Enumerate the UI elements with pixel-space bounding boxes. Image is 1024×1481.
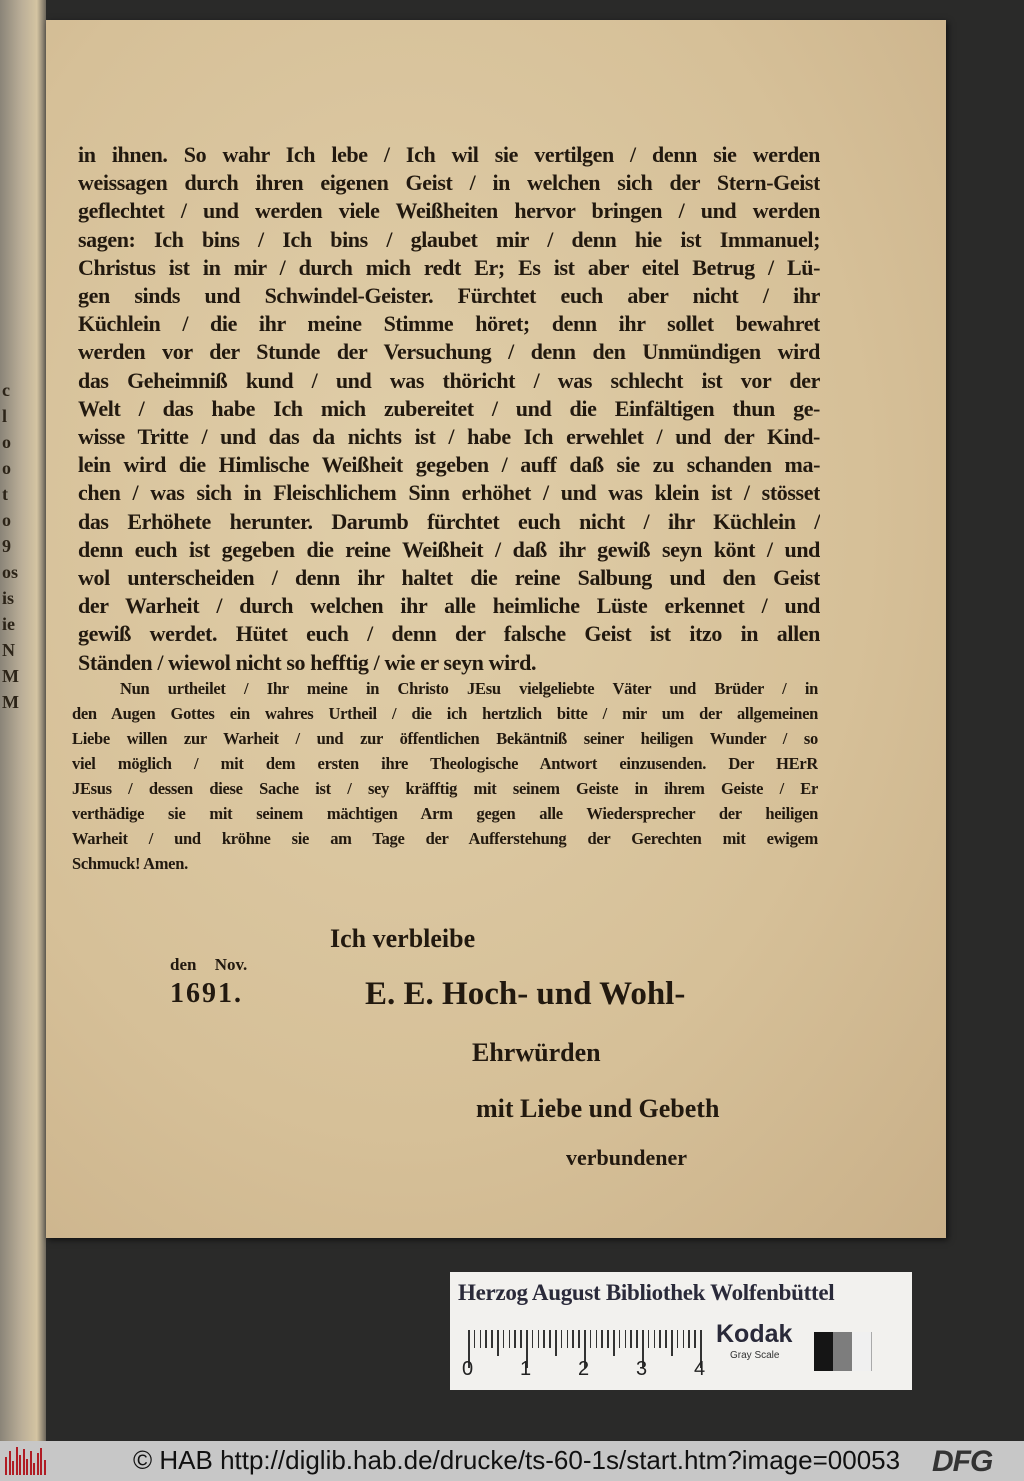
kodak-label: Kodak [716, 1320, 793, 1348]
previous-page-fragment: o [2, 458, 11, 478]
dfg-logo: DFG [932, 1445, 993, 1478]
text-line: Ständen / wiewol nicht so hefftig / wie er seyn wird. [78, 649, 537, 675]
logo-bar [19, 1455, 21, 1475]
logo-bar [33, 1463, 35, 1475]
gray-patch-black [814, 1332, 833, 1371]
logo-bar [9, 1451, 11, 1475]
text-line: weissagen durch ihren eigenen Geist / in welchen sich der Stern-Geist [78, 170, 820, 196]
ruler-tick [572, 1330, 574, 1348]
logo-bar [30, 1451, 32, 1475]
ruler-tick [683, 1330, 685, 1348]
ruler-tick [613, 1330, 615, 1356]
closing-verbleibe: Ich verbleibe [330, 924, 476, 953]
ruler-number: 1 [520, 1358, 532, 1380]
text-line: viel möglich / mit dem ersten ihre Theologische Antwort einzusenden. Der HErR [72, 754, 818, 773]
ruler-tick [625, 1330, 627, 1348]
ruler-tick [555, 1330, 557, 1356]
color-card [450, 1272, 912, 1390]
text-line: das Geheimniß kund / und was thöricht / was schlecht ist vor der [78, 367, 820, 393]
ruler-tick [590, 1330, 592, 1348]
ruler-tick [474, 1330, 476, 1348]
logo-bar [40, 1448, 42, 1475]
logo-bar [44, 1460, 46, 1475]
text-line: Welt / das habe Ich mich zubereitet / und die Einfältigen thun ge- [78, 395, 820, 421]
ruler-tick [514, 1330, 516, 1348]
text-line: wol unterscheiden / denn ihr haltet die reine Salbung und den Geist [78, 565, 820, 590]
previous-page-fragment: is [2, 588, 15, 608]
ruler-tick [491, 1330, 493, 1348]
closing-liebe: mit Liebe und Gebeth [476, 1094, 720, 1123]
ruler-tick [694, 1330, 696, 1348]
ruler-number: 2 [578, 1358, 590, 1380]
closing-ehrwuerden: Ehrwürden [472, 1038, 601, 1067]
text-line: der Warheit / durch welchen ihr alle heimliche Lüste erkennet / und [78, 593, 820, 619]
closing-year: 1691. [170, 978, 243, 1009]
previous-page-fragment: o [2, 432, 11, 452]
ruler-tick [497, 1330, 499, 1356]
text-line: verthädige sie mit seinem mächtigen Arm gegen alle Wiedersprecher der heiligen [72, 804, 818, 823]
text-line: Küchlein / die ihr meine Stimme höret; denn ihr sollet bewahret [78, 311, 820, 337]
gray-patch-white [852, 1332, 872, 1371]
ruler-tick [596, 1330, 598, 1348]
text-line: chen / was sich in Fleischlichem Sinn erhöhet / und was klein ist / stösset [78, 480, 820, 506]
ruler-tick [532, 1330, 534, 1348]
logo-bar [37, 1453, 39, 1475]
logo-bar [23, 1449, 25, 1475]
text-line: Christus ist in mir / durch mich redt Er; Es ist aber eitel Betrug / Lü- [78, 254, 820, 280]
previous-page-fragment: M [2, 666, 19, 686]
closing-date: den Nov. [170, 955, 248, 974]
footer-bar [0, 1441, 1024, 1481]
previous-page-fragment: c [2, 380, 10, 400]
ruler-tick [503, 1330, 505, 1348]
gray-scale-label: Gray Scale [730, 1350, 780, 1361]
previous-page-fragment: t [2, 484, 8, 504]
ruler-tick [567, 1330, 569, 1348]
logo-bar [16, 1447, 18, 1475]
ruler [462, 1330, 708, 1380]
ruler-tick [688, 1330, 690, 1348]
ruler-tick [549, 1330, 551, 1348]
ruler-tick [636, 1330, 638, 1348]
ruler-tick [671, 1330, 673, 1356]
previous-page-fragment: o [2, 510, 11, 530]
card-title: Herzog August Bibliothek Wolfenbüttel [458, 1280, 835, 1305]
logo-bar [5, 1457, 7, 1475]
text-line: in ihnen. So wahr Ich lebe / Ich wil sie vertilgen / denn sie werden [78, 142, 820, 167]
text-line: lein wird die Himlische Weißheit gegeben / auff daß sie zu schanden ma- [78, 452, 820, 478]
previous-page-fragment: os [2, 562, 19, 582]
ruler-tick [561, 1330, 563, 1348]
closing-verbundener: verbundener [566, 1145, 687, 1170]
text-line: denn euch ist gegeben die reine Weißheit / daß ihr gewiß seyn könt / und [78, 536, 820, 562]
ruler-tick [607, 1330, 609, 1348]
hab-logo-icon [5, 1447, 47, 1475]
text-line: gen sinds und Schwindel-Geister. Fürchtet euch aber nicht / ihr [78, 283, 820, 308]
text-line: Warheit / und kröhne sie am Tage der Aufferstehung der Gerechten mit ewigem [72, 829, 818, 848]
text-line: wisse Tritte / und das da nichts ist / habe Ich erwehlet / und der Kind- [78, 424, 820, 449]
ruler-tick [665, 1330, 667, 1348]
gray-patch-mid [833, 1332, 852, 1371]
ruler-tick [509, 1330, 511, 1348]
ruler-tick [619, 1330, 621, 1348]
text-line: das Erhöhete herunter. Darumb fürchtet euch nicht / ihr Küchlein / [78, 508, 820, 534]
text-line: werden vor der Stunde der Versuchung / denn den Unmündigen wird [78, 339, 820, 365]
previous-page-fragment: M [2, 692, 19, 712]
previous-page-fragment: 9 [2, 536, 11, 556]
text-line: den Augen Gottes ein wahres Urtheil / die ich hertzlich bitte / mir um der allgemeinen [72, 704, 818, 723]
ruler-tick [538, 1330, 540, 1348]
text-line: Schmuck! Amen. [72, 854, 188, 873]
text-line: geflechtet / und werden viele Weißheiten hervor bringen / und werden [78, 198, 820, 224]
text-line: Liebe willen zur Warheit / und zur öffentlichen Bekäntniß seiner heiligen Wunder / so [72, 729, 818, 748]
text-line: gewiß werdet. Hütet euch / denn der falsche Geist ist itzo in allen [78, 621, 820, 647]
previous-page-edge [0, 0, 46, 1441]
ruler-number: 4 [694, 1358, 706, 1380]
ruler-tick [659, 1330, 661, 1348]
ruler-tick [677, 1330, 679, 1348]
ruler-tick [630, 1330, 632, 1348]
footer-url[interactable]: © HAB http://diglib.hab.de/drucke/ts-60-1s/start.htm?image=00053 [133, 1445, 901, 1475]
logo-bar [12, 1461, 14, 1475]
closing-salutation: E. E. Hoch- und Wohl- [365, 976, 686, 1012]
ruler-tick [578, 1330, 580, 1348]
ruler-tick [648, 1330, 650, 1348]
previous-page-fragment: ie [2, 614, 15, 634]
previous-page-fragment: l [2, 406, 8, 426]
ruler-number: 3 [636, 1358, 648, 1380]
ruler-tick [485, 1330, 487, 1348]
ruler-tick [543, 1330, 545, 1348]
previous-page-fragment: N [2, 640, 15, 660]
ruler-tick [480, 1330, 482, 1348]
text-line: sagen: Ich bins / Ich bins / glaubet mir / denn hie ist Immanuel; [78, 226, 820, 252]
text-line: Nun urtheilet / Ihr meine in Christo JEsu vielgeliebte Väter und Brüder / in [120, 679, 818, 698]
ruler-number: 0 [462, 1358, 474, 1380]
text-line: JEsus / dessen diese Sache ist / sey kräfftig mit seinem Geiste in ihrem Geiste / Er [72, 779, 818, 798]
ruler-tick [601, 1330, 603, 1348]
logo-bar [26, 1459, 28, 1475]
ruler-tick [654, 1330, 656, 1348]
ruler-tick [520, 1330, 522, 1348]
